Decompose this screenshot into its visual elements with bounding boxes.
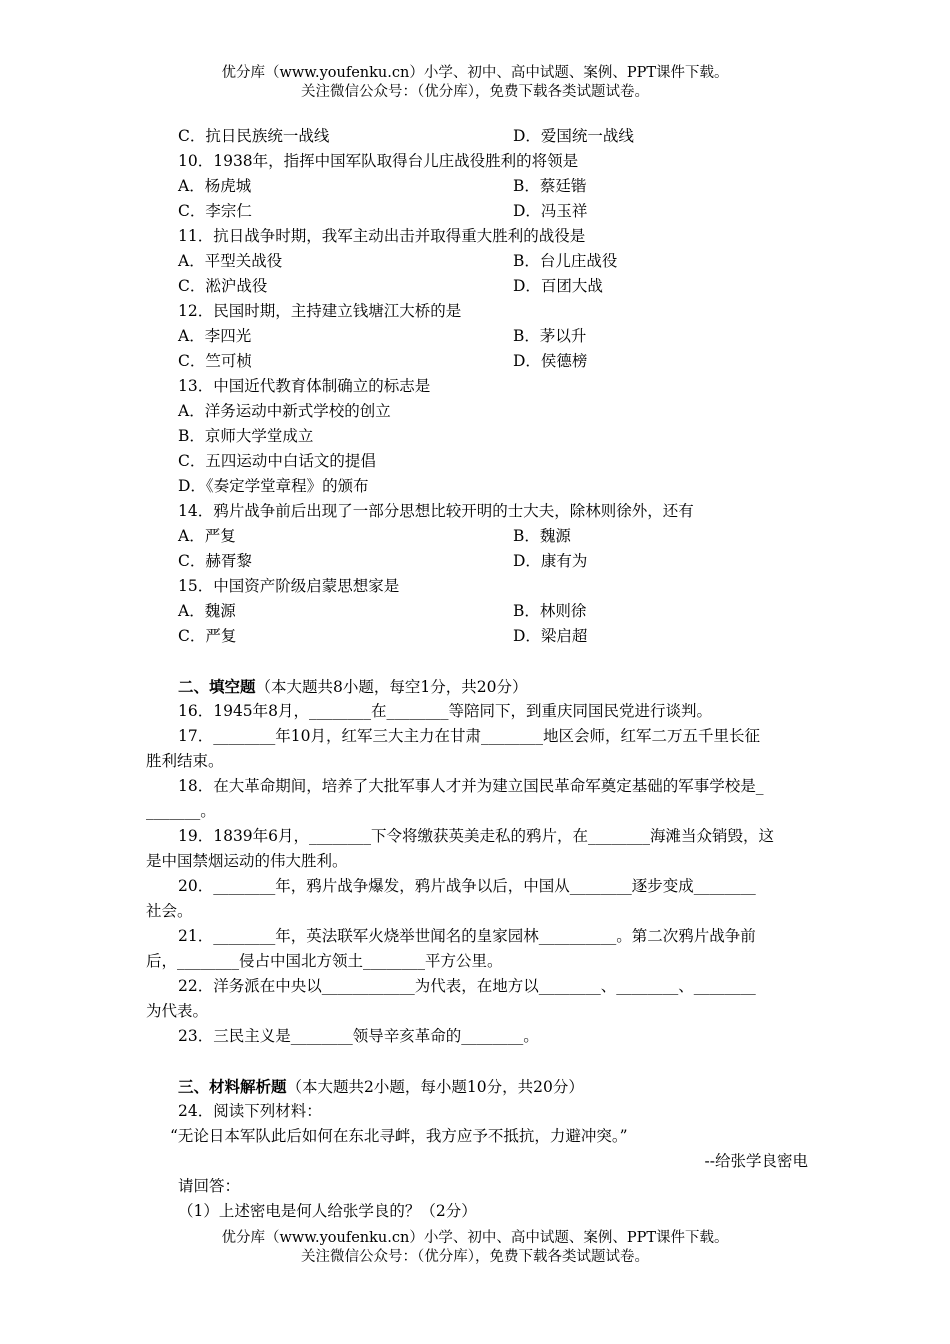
q12-options-cd	[146, 349, 808, 374]
q22-line-2: 为代表。	[146, 1002, 209, 1020]
q10-stem: 10．1938年，指挥中国军队取得台儿庄战役胜利的将领是	[178, 152, 579, 170]
q10-option-d: D．冯玉祥	[513, 202, 588, 220]
q21-line-2: 后，________侵占中国北方领土________平方公里。	[146, 952, 503, 970]
q11-stem: 11．抗日战争时期，我军主动出击并取得重大胜利的战役是	[178, 227, 586, 245]
header-line-1: 优分库（www.youfenku.cn）小学、初中、高中试题、案例、PPT课件下载。	[221, 65, 729, 81]
q24-sub-question-1: （1）上述密电是何人给张学良的？（2分）	[178, 1202, 477, 1220]
q22-line-1: 22．洋务派在中央以____________为代表，在地方以________、________、________	[178, 977, 756, 995]
q23: 23．三民主义是________领导辛亥革命的________。	[178, 1027, 539, 1045]
q11-options-cd	[146, 274, 808, 299]
q11-options-ab	[146, 249, 808, 274]
q14-option-a: A．严复	[178, 527, 236, 545]
header-line-2: 关注微信公众号：（优分库），免费下载各类试题试卷。	[301, 84, 649, 100]
q12-option-d: D．侯德榜	[513, 352, 588, 370]
q21-line-1: 21．________年，英法联军火烧举世闻名的皇家园林__________。第二次鸦片战争前	[178, 927, 756, 945]
q11-option-a: A．平型关战役	[178, 252, 283, 270]
q16: 16．1945年8月，________在________等陪同下，到重庆同国民党进行谈判。	[178, 702, 713, 720]
q14-stem: 14．鸦片战争前后出现了一部分思想比较开明的士大夫，除林则徐外，还有	[178, 502, 694, 520]
section-3-title: 三、材料解析题	[178, 1077, 287, 1096]
q15-options-ab	[146, 599, 808, 624]
q18-line-2: _______。	[146, 802, 216, 820]
q12-stem: 12．民国时期，主持建立钱塘江大桥的是	[178, 302, 462, 320]
q15-stem: 15．中国资产阶级启蒙思想家是	[178, 577, 400, 595]
q14-options-ab	[146, 524, 808, 549]
q20-line-2: 社会。	[146, 902, 193, 920]
q11-option-d: D．百团大战	[513, 277, 603, 295]
q15-option-a: A．魏源	[178, 602, 236, 620]
q24-intro: 24．阅读下列材料：	[178, 1102, 322, 1120]
q10-option-c: C．李宗仁	[178, 202, 252, 220]
q14-option-c: C．赫胥黎	[178, 552, 252, 570]
q15-option-d: D．梁启超	[513, 627, 588, 645]
section-2-title: 二、填空题	[178, 677, 256, 696]
q13-stem: 13．中国近代教育体制确立的标志是	[178, 377, 431, 395]
section-2-heading	[146, 674, 808, 699]
q14-option-d: D．康有为	[513, 552, 588, 570]
q24-prompt: 请回答：	[178, 1177, 241, 1195]
q15-options-cd	[146, 624, 808, 649]
section-3-heading	[146, 1074, 808, 1099]
q9-option-c: C．抗日民族统一战线	[178, 127, 330, 145]
spacer	[146, 649, 808, 674]
q10-options-ab	[146, 174, 808, 199]
q11-option-b: B．台儿庄战役	[513, 252, 618, 270]
q12-option-b: B．茅以升	[513, 327, 587, 345]
q19-line-1: 19．1839年6月，________下令将缴获英美走私的鸦片，在________海滩当众销毁，这	[178, 827, 775, 845]
q9-options-cd	[146, 124, 808, 149]
q10-options-cd	[146, 199, 808, 224]
q13-option-b: B．京师大学堂成立	[178, 427, 314, 445]
exam-content	[146, 124, 808, 1224]
q19-line-2: 是中国禁烟运动的伟大胜利。	[146, 852, 348, 870]
q13-option-d: D．《奏定学堂章程》的颁布	[178, 477, 369, 495]
q13-option-a: A．洋务运动中新式学校的创立	[178, 402, 391, 420]
footer-line-2: 关注微信公众号：（优分库），免费下载各类试题试卷。	[301, 1249, 649, 1265]
q12-option-c: C．竺可桢	[178, 352, 252, 370]
q10-option-a: A．杨虎城	[178, 177, 252, 195]
q15-option-b: B．林则徐	[513, 602, 587, 620]
page-header	[0, 64, 950, 102]
q24-source: --给张学良密电	[704, 1152, 808, 1170]
q14-option-b: B．魏源	[513, 527, 571, 545]
q17-line-2: 胜利结束。	[146, 752, 224, 770]
section-2-note: （本大题共8小题，每空1分，共20分）	[255, 678, 528, 696]
footer-line-1: 优分库（www.youfenku.cn）小学、初中、高中试题、案例、PPT课件下载。	[221, 1230, 729, 1246]
q24-quote: “无论日本军队此后如何在东北寻衅，我方应予不抵抗，力避冲突。”	[170, 1127, 628, 1145]
spacer	[146, 1049, 808, 1074]
q10-option-b: B．蔡廷锴	[513, 177, 587, 195]
page-footer	[0, 1229, 950, 1267]
q18-line-1: 18．在大革命期间，培养了大批军事人才并为建立国民革命军奠定基础的军事学校是_	[178, 777, 764, 795]
q20-line-1: 20．________年，鸦片战争爆发，鸦片战争以后，中国从________逐步变成________	[178, 877, 756, 895]
q12-options-ab	[146, 324, 808, 349]
q15-option-c: C．严复	[178, 627, 237, 645]
section-3-note: （本大题共2小题，每小题10分，共20分）	[286, 1078, 584, 1096]
q17-line-1: 17．________年10月，红军三大主力在甘肃________地区会师，红军二万五千里长征	[178, 727, 760, 745]
q12-option-a: A．李四光	[178, 327, 252, 345]
q11-option-c: C．淞沪战役	[178, 277, 268, 295]
q13-option-c: C．五四运动中白话文的提倡	[178, 452, 376, 470]
q9-option-d: D．爱国统一战线	[513, 127, 634, 145]
q14-options-cd	[146, 549, 808, 574]
